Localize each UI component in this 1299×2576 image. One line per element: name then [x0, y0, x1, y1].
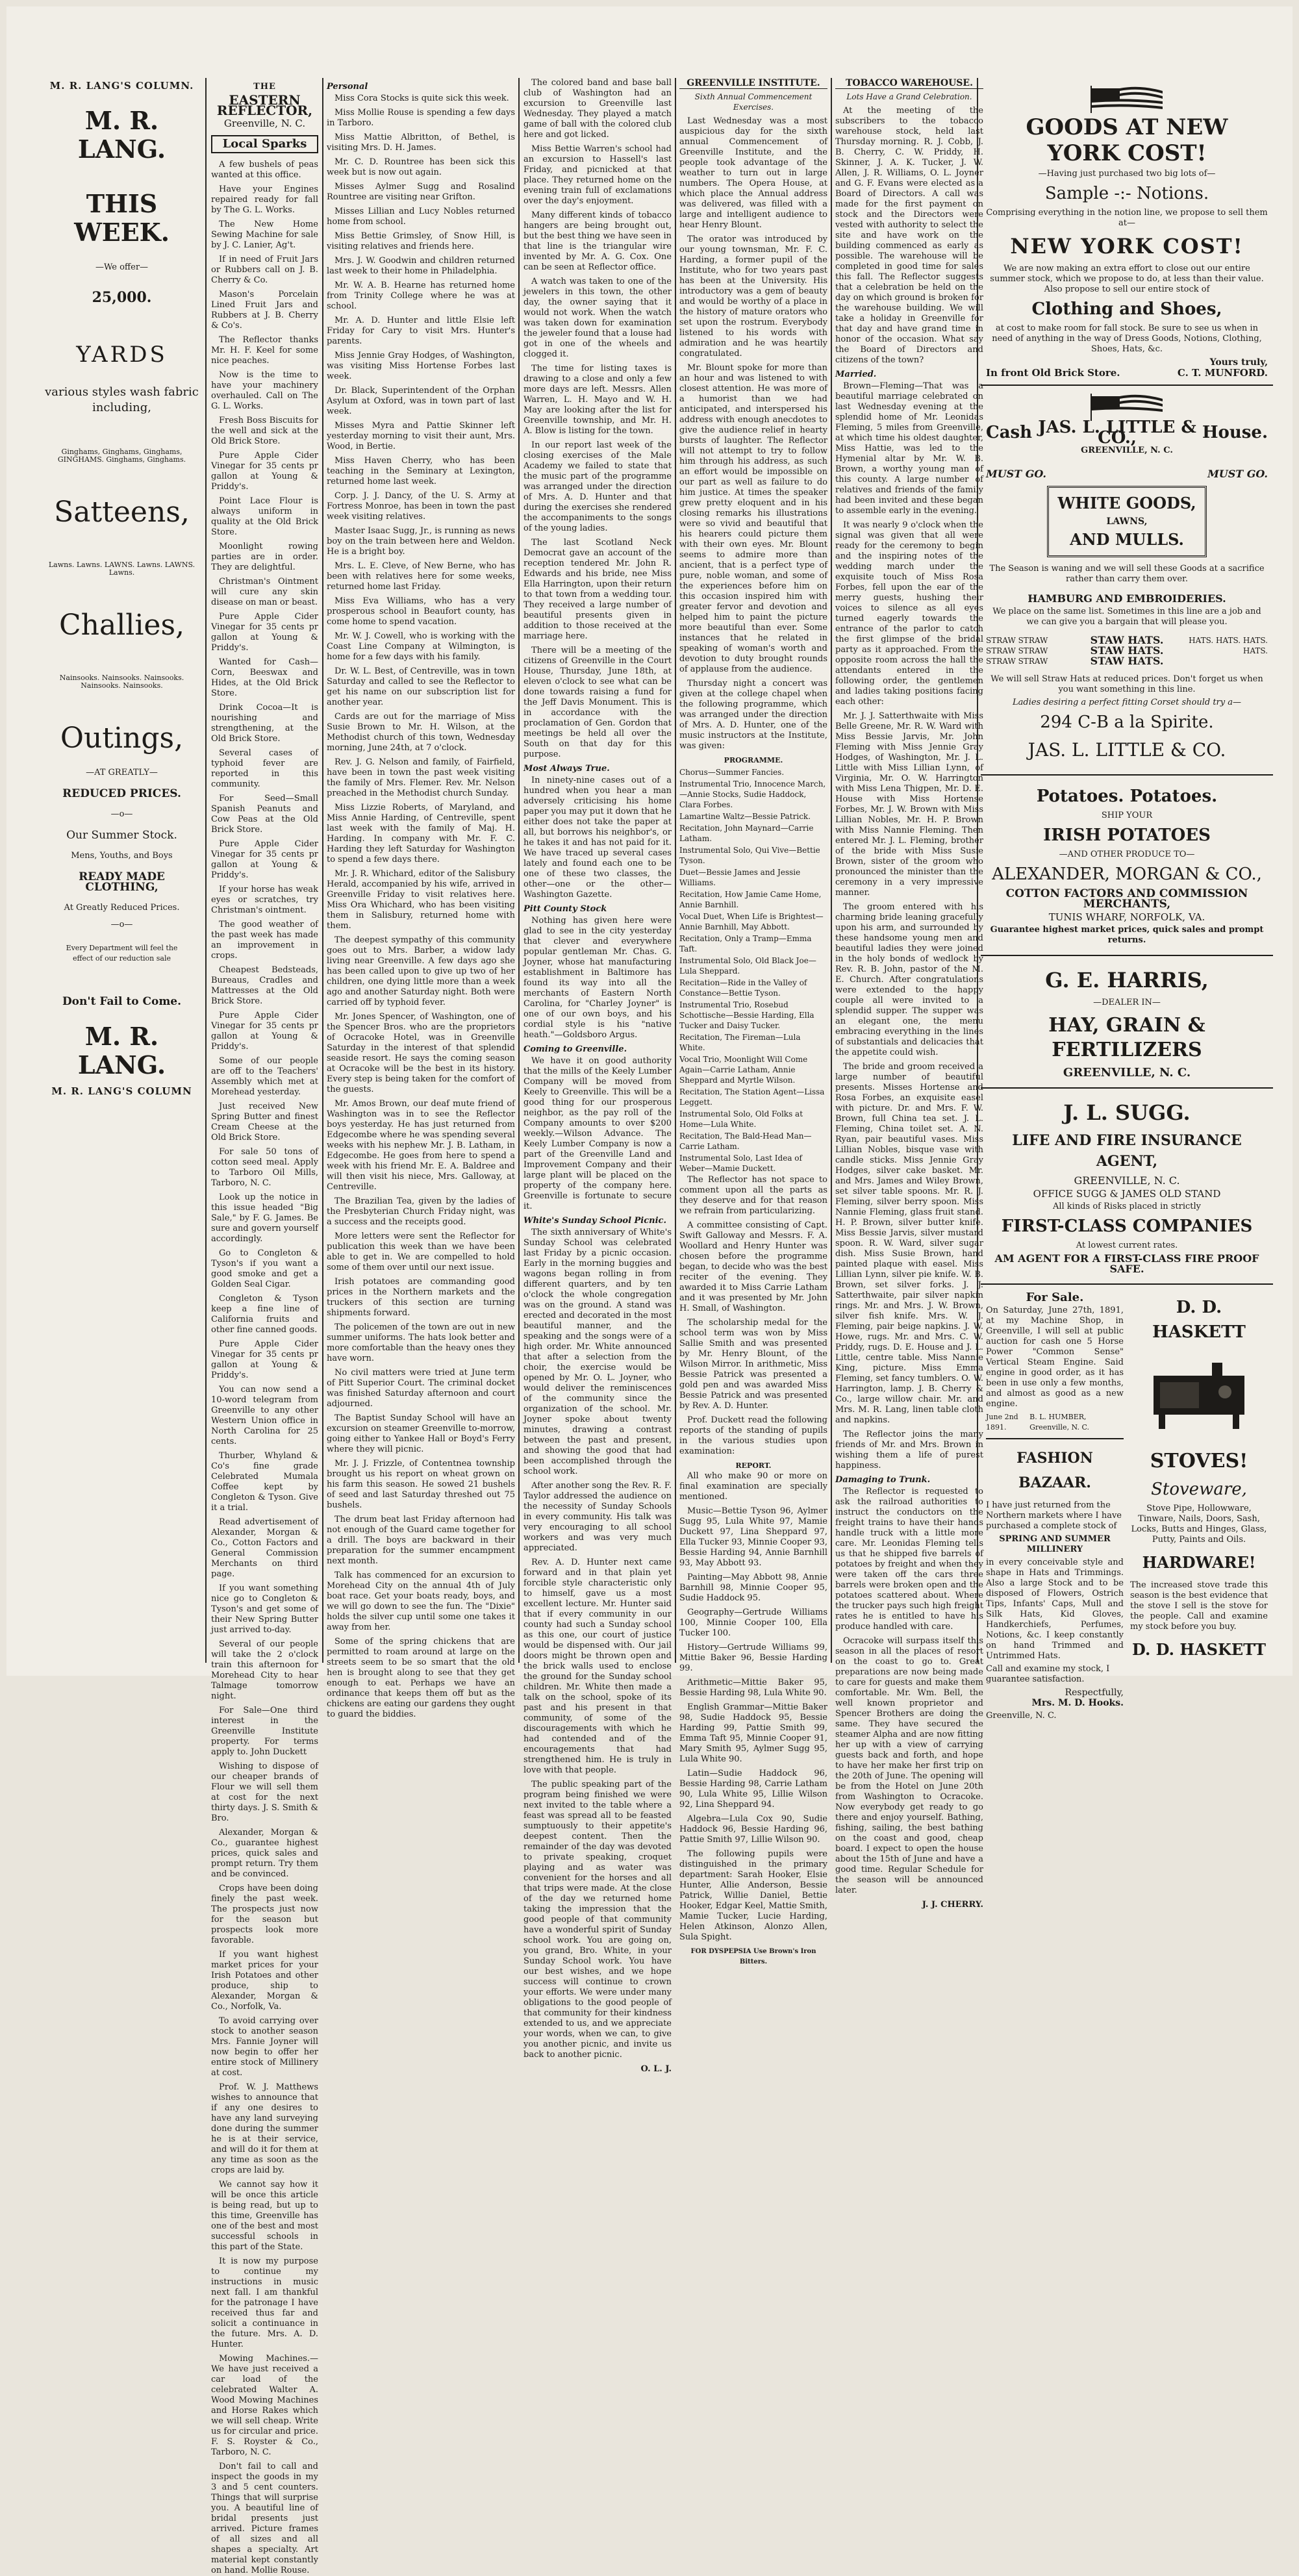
comprising-text: Comprising everything in the notion line, we propose to sell them at—: [986, 208, 1268, 228]
local-item: You can now send a 10-word telegram from Greenville to any other Western Union office in North Carolina for 25 cents.: [211, 1385, 318, 1446]
local-sparks-heading: Local Sparks: [211, 135, 318, 153]
straw-list: STRAW STRAW STRAW STRAW STRAW STRAW: [986, 636, 1048, 666]
satteens-heading: Satteens,: [54, 496, 190, 529]
personal-item: The drum beat last Friday afternoon had not enough of the Guard came together for a drill. The boys are backward in their preparation for the summer encampment next month.: [327, 1515, 515, 1566]
divider-o: —o—: [110, 920, 133, 929]
wedding-text: Brown—Fleming—That was a beautiful marriage celebrated on last Wednesday evening at the splendid home of Mr. Leonidas Fleming, 5 miles from Greenville, at which time his oldest daughter, Miss Hattie, was led to the Hymenial altar by Mr. W. B. Brown, a worthy young man of this county. A large number of relatives and friends of the family had been invited and these began to assemble early in the evening.: [835, 381, 983, 516]
white-goods: WHITE GOODS,: [1057, 494, 1196, 512]
paper-title: EASTERN REFLECTOR,: [216, 92, 313, 118]
spring-millinery: SPRING AND SUMMER MILLINERY: [999, 1534, 1111, 1554]
report-text: All who make 90 or more on final examination are specially mentioned.: [679, 1471, 827, 1502]
personal-item: No civil matters were tried at June term of Pitt Superior Court. The criminal docket was finished Saturday afternoon and court adjourned.: [327, 1368, 515, 1409]
personal-item: Miss Haven Cherry, who has been teaching in the Seminary at Lexington, returned home last week.: [327, 456, 515, 486]
lang-column-header: M. R. LANG'S COLUMN.: [49, 80, 194, 92]
local-item: Wishing to dispose of our cheaper brands of Flour we will sell them at cost for the next thirty days. J. S. Smith & Bro.: [211, 1762, 318, 1823]
report-text: Music—Bettie Tyson 96, Aylmer Sugg 95, Lula White 97, Mamie Duckett 97, Lina Sheppard 97, Ella Tucker 93, Minnie Cooper 93, Bessie Harding 94, Annie Barnhill 93, May Abbott 93.: [679, 1506, 827, 1568]
local-sparks-items: [211, 160, 318, 2576]
yours-truly: Yours truly,: [1209, 357, 1268, 368]
pitt-county-heading: Pitt County Stock: [523, 904, 607, 914]
paper-place: Greenville, N. C.: [223, 118, 306, 129]
local-item: Look up the notice in this issue headed "Big Sale," by F. G. James. Be sure and govern yourself accordingly.: [211, 1193, 318, 1244]
programme-item: Instrumental Solo, Qui Vive—Bettie Tyson.: [679, 846, 820, 865]
report-text: History—Gertrude Williams 99, Mittie Baker 96, Bessie Harding 99.: [679, 1643, 827, 1673]
local-item: The Reflector thanks Mr. H. F. Keel for some nice peaches.: [211, 335, 318, 366]
for-sale-heading: For Sale.: [1026, 1291, 1084, 1304]
yardage-number: 25,000.: [92, 289, 152, 306]
local-item: Pure Apple Cider Vinegar for 35 cents pr gallon at Young & Priddy's.: [211, 612, 318, 653]
local-item: Moonlight rowing parties are in order. They are delightful.: [211, 542, 318, 572]
house-word: House.: [1202, 423, 1268, 442]
programme-item: Instrumental Solo, Last Idea of Weber—Mamie Duckett.: [679, 1154, 802, 1173]
must-go-left: MUST GO.: [986, 468, 1046, 480]
munford-ad: [981, 78, 1273, 386]
news-item: Miss Bettie Warren's school had an excursion to Hassell's last Friday, and picnicked at that place. They returned home on the evening train full of exclamations over the day's enjoyment.: [523, 144, 672, 206]
ads-column: [981, 78, 1273, 1721]
local-item: To avoid carrying over stock to another season Mrs. Fannie Joyner will now begin to offer her entire stock of Millinery at cost.: [211, 2016, 318, 2078]
hooks-place: Greenville, N. C.: [986, 1711, 1057, 1721]
personal-item: Miss Eva Williams, who has a very prosperous school in Beaufort county, has come home to spend vacation.: [327, 596, 515, 627]
personal-item: Master Isaac Sugg, Jr., is running as news boy on the train between here and Weldon. He is a bright boy.: [327, 526, 515, 557]
local-item: Wanted for Cash—Corn, Beeswax and Hides, at the Old Brick Store.: [211, 657, 318, 698]
clothing-and-shoes: Clothing and Shoes,: [1031, 299, 1222, 319]
local-item: Congleton & Tyson keep a fine line of California fruits and other fine canned goods.: [211, 1294, 318, 1335]
lang-column-footer: M. R. LANG'S COLUMN: [51, 1085, 192, 1097]
alexander-ad: [981, 776, 1273, 956]
personal-item: More letters were sent the Reflector for publication this week than we have been able to get in. We are compelled to hold some of them over until our next issue.: [327, 1231, 515, 1272]
goods-subline: —Having just purchased two big lots of—: [1038, 169, 1216, 179]
local-item: If you want something nice go to Congleton & Tyson's and get some of their New Spring Butter just arrived to-day.: [211, 1584, 318, 1635]
personal-item: The Brazilian Tea, given by the ladies of the Presbyterian Church Friday night, was a success and the receipts good.: [327, 1196, 515, 1227]
every-department: Every Department will feel the effect of our reduction sale: [66, 944, 178, 963]
report-text: The following pupils were distinguished in the primary department: Sarah Hooker, Elsie Hunter, Allie Anderson, Bessie Patrick, Willie Daniel, Bettie Hooker, Edgar Keel, Mattie Smith, Mamie Tucker, Lucie Harding, Helen Atkinson, Alonzo Allen, Sula Spight.: [679, 1849, 827, 1942]
local-item: Thurber, Whyland & Co's fine grade Celebrated Mumala Coffee kept by Congleton & Tyson. Give it a trial.: [211, 1451, 318, 1513]
local-item: If you want highest market prices for your Irish Potatoes and other produce, ship to Alexander, Morgan & Co., Norfolk, Va.: [211, 1950, 318, 2012]
sample-notions: Sample -:- Notions.: [1044, 184, 1209, 203]
most-always-true-text: In ninety-nine cases out of a hundred when you hear a man adversely criticising his home paper you may put it down that he either does not take the paper at all, but borrows his neighbor's, or he takes it and has not paid for it. We have traced up several cases lately and found each one to be one of these two classes, the other—one or the other—Washington Gazette.: [523, 776, 672, 900]
programme-item: Recitation, John Maynard—Carrie Latham.: [679, 824, 814, 843]
institute-column: [679, 78, 827, 1965]
report-text: Latin—Sudie Haddock 96, Bessie Harding 98, Carrie Latham 90, Lula White 95, Lillie Wilson 92, Lina Sheppard 94.: [679, 1769, 827, 1810]
local-item: Fresh Boss Biscuits for the well and sick at the Old Brick Store.: [211, 416, 318, 446]
local-item: Several of our people will take the 2 o'clock train this afternoon for Morehead City to hear Talmage tomorrow night.: [211, 1639, 318, 1701]
personal-item: Miss Cora Stocks is quite sick this week.: [334, 94, 509, 103]
institute-text: Mr. Blount spoke for more than an hour and was listened to with closest attention. He was more of a humorist than we had anticipated, and interspersed his address with enough anecdotes to give the audience relief in hearty bursts of laughter. The Reflector will not attempt to try to follow him through his address, as such an effort would be impossible on our part as well as failure to do him justice. At times the speaker grew pretty eloquent and in his closing remarks his illustrations were so vivid and beautiful that his hearers could picture them with their own eyes. Mr. Blount seems to admire more than ancient, that is a perfect type of pure, noble woman, and some of the experiences before him on this occasion inspired him with greater fervor and devotion and helped him to paint the picture more beautiful than ever. Some instances that he related in speaking of woman's worth and devotion to duty brought rounds of applause from the audience.: [679, 363, 827, 674]
wedding-text: The Reflector joins the many friends of Mr. and Mrs. Brown in wishing them a life of purest happiness.: [835, 1430, 983, 1471]
signature: J. J. CHERRY.: [922, 1900, 983, 1910]
local-item: Go to Congleton & Tyson's if you want a good smoke and get a Golden Seal Cigar.: [211, 1248, 318, 1289]
life-fire-agent: LIFE AND FIRE INSURANCE AGENT,: [1012, 1132, 1242, 1170]
personal-item: Talk has commenced for an excursion to Morehead City on the annual 4th of July boat race. Get your boats ready, boys, and we will go down to see the fun. The "Dixie" holds the silver cup until some one takes it away from her.: [327, 1571, 515, 1632]
programme-item: Vocal Trio, Moonlight Will Come Again—Carrie Latham, Annie Sheppard and Myrtle Wilson.: [679, 1055, 808, 1085]
personal-item: Miss Bettie Grimsley, of Snow Hill, is visiting relatives and friends here.: [327, 231, 515, 251]
news-item: The last Scotland Neck Democrat gave an account of the reception tendered Mr. John R. Edwards and his bride, nee Miss Ella Harrington, upon their return to that town from a wedding tour. They received a large number of beautiful presents given in addition to those received at the marriage here.: [523, 538, 672, 641]
news-items: [523, 78, 672, 760]
hay-grain: HAY, GRAIN & FERTILIZERS: [1048, 1014, 1205, 1061]
left-ads: [986, 1290, 1124, 1724]
dont-fail: Don't Fail to Come.: [62, 995, 182, 1008]
extra-effort-text: We are now making an extra effort to close out our entire summer stock, which we propose to do, at less than their value. Also propose to sell our entire stock of: [990, 264, 1264, 294]
warehouse-heading: TOBACCO WAREHOUSE.: [835, 78, 983, 89]
programme-item: Instrumental Solo, Old Folks at Home—Lula White.: [679, 1109, 803, 1129]
lawns-box: LAWNS,: [1106, 516, 1148, 527]
harris-name: G. E. HARRIS,: [1045, 968, 1209, 992]
personal-item: Cards are out for the marriage of Miss Susie Brown to Mr. H. Wilson, at the Methodist church of this town, Wednesday morning, June 24th, at 7 o'clock.: [327, 712, 515, 753]
personal-heading: Personal: [327, 82, 368, 92]
ladies-corset: Ladies desiring a perfect fitting Corset should try a—: [1013, 698, 1241, 707]
ready-made-clothing: READY MADE CLOTHING,: [79, 870, 165, 894]
local-item: Mason's Porcelain Lined Fruit Jars and Rubbers at J. B. Cherry & Co's.: [211, 290, 318, 331]
season-waning: The Season is waning and we will sell these Goods at a sacrifice rather than carry them over.: [989, 564, 1265, 584]
fashion-text: I have just returned from the Northern markets where I have purchased a complete stock of: [986, 1500, 1122, 1531]
coming-to-greenville-text: We have it on good authority that the mills of the Keely Lumber Company will be moved from Keely to Greenville. This will be a good thing for our prosperous neighbor, as the pay roll of the Company amounts to over $200 weekly.—Wilson Advance. The Keely Lumber Company is now a part of the Greenville Land and Improvement Company and their large plant will be placed on the property of the company here. Greenville is fortunate to secure it.: [523, 1056, 672, 1211]
news-item: The time for listing taxes is drawing to a close and only a few more days are left. Messrs. Allen Warren, L. H. Mayo and W. H. May are looking after the list for Greenville township, and Mr. H. A. Blow is listing for the town.: [523, 364, 672, 436]
for-sale-text: On Saturday, June 27th, 1891, at my Machine Shop, in Greenville, I will sell at public auction for cash one 5 Horse Power "Common Sense" Vertical Steam Engine. Said engine in good order, as it has been in use only a few months, and almost as good as a new engine.: [986, 1306, 1124, 1409]
rates-text: At lowest current rates.: [1076, 1241, 1178, 1250]
signature: O. L. J.: [640, 2064, 672, 2074]
warehouse-text: At the meeting of the subscribers to the tobacco warehouse stock, held last Thursday morning. R. J. Cobb, J. B. Cherry, C. W. Priddy, H. Skinner, J. A. K. Tucker, J. W. Allen, J. R. Williams, O. L. Joyner and G. F. Evans were elected as a Board of Directors. A call was made for the first payment on stock and the Directors were vested with authority to select the site and have work on the building commenced as early as possible. The warehouse will be completed in good time for sales this fall. The Reflector suggests that a celebration be held on the day on which ground is broken for the warehouse building. We will take a holiday in Greenville for that day and have grand time in honor of the occasion. What say the Board of Directors and citizens of the town?: [835, 106, 983, 365]
local-item: Pure Apple Cider Vinegar for 35 cents pr gallon at Young & Priddy's.: [211, 1339, 318, 1380]
local-item: Don't fail to call and inspect the goods in my 3 and 5 cent counters. Things that will surprise you. A beautiful line of bridal presents just arrived. Picture frames of all sizes and all shapes a specialty. Art material kept constantly on hand. Mollie Rouse.: [211, 2462, 318, 2575]
yards-heading: YARDS: [76, 342, 168, 368]
local-item: If in need of Fruit Jars or Rubbers call on J. B. Cherry & Co.: [211, 255, 318, 285]
local-item: It is now my purpose to continue my instructions in music next fall. I am thankful for the patronage I have received thus far and solicit a continuance in the future. Mrs. A. D. Hunter.: [211, 2256, 318, 2349]
goods-headline: GOODS AT NEW YORK COST!: [1026, 114, 1228, 166]
local-item: We cannot say how it will be once this article is being read, but up to this time, Greenville has one of the best and most successful schools in this part of the State.: [211, 2180, 318, 2252]
report-text: Painting—May Abbott 98, Annie Barnhill 98, Minnie Cooper 95, Sudie Haddock 95.: [679, 1572, 827, 1603]
column-rule: [518, 78, 520, 1663]
munford-name: C. T. MUNFORD.: [1177, 367, 1268, 379]
call-examine: Call and examine my stock, I guarantee satisfaction.: [986, 1664, 1110, 1684]
personal-item: Miss Lizzie Roberts, of Maryland, and Miss Annie Harding, of Centreville, spent last week with the family of Maj. H. Harding. In company with Mr. F. C. Harding they left Saturday for Washington to spend a few days there.: [327, 803, 515, 865]
summer-stock: Our Summer Stock.: [66, 829, 177, 842]
personal-item: Misses Lillian and Lucy Nobles returned home from school.: [327, 207, 515, 227]
personal-item: Mr. W. J. Cowell, who is working with the Coast Line Company at Wilmington, is home for a few days with his family.: [327, 631, 515, 662]
institute-text: Thursday night a concert was given at the college chapel when the following programme, which was arranged under the direction of Mrs. A. D. Hunter, one of the music instructors at the Institute, was given:: [679, 679, 827, 751]
personal-item: Corp. J. J. Dancy, of the U. S. Army at Fortress Monroe, has been in town the past week visiting relatives.: [327, 491, 515, 522]
programme-heading: PROGRAMME.: [724, 756, 783, 764]
column-rule: [205, 78, 207, 1663]
institute-heading: GREENVILLE INSTITUTE.: [679, 78, 827, 89]
local-item: Mowing Machines.—We have just received a car load of the celebrated Walter A. Wood Mowing Machines and Horse Rakes which we will sell cheap. Write us for circular and price. F. S. Royster & Co., Tarboro, N. C.: [211, 2354, 318, 2457]
institute-text: The scholarship medal for the school term was won by Miss Sallie Smith and was presented by Mr. Henry Blount, of the Wilson Mirror. In arithmetic, Miss Bessie Patrick was presented a gold pen and was awarded Miss Bessie Patrick and was presented by Rev. A. D. Hunter.: [679, 1318, 827, 1411]
column-rule: [322, 78, 323, 1663]
local-item: Christman's Ointment will cure any skin disease on man or beast.: [211, 577, 318, 607]
personal-item: Mr. Amos Brown, our deaf mute friend of Washington was in to see the Reflector boys yesterday. He has just returned from Edgecombe where he was spending several weeks with his nephew Mr. J. B. Latham, in Edgecombe. He goes from here to spend a week with his friend Mr. E. A. Baldree and will then visit his niece, Mrs. Galloway, at Centreville.: [327, 1099, 515, 1192]
personal-item: Dr. W. L. Best, of Centreville, was in town Saturday and called to see the Reflector to get his name on our subscription list for another year.: [327, 666, 515, 707]
and-mulls: AND MULLS.: [1070, 530, 1184, 549]
whites-picnic-text: The public speaking part of the program being finished we were next invited to the table where a feast was spread all to be feasted sumptuously to their appetite's deepest content. Then the remainder of the day was devoted to private speaking, croquet playing and as water was convenient for the horses and all that trips were made. At the close of the day we returned home taking the impression that the good people of that community have a wonderful spirit of Sunday school work. You are going on, you grand, Bro. White, in your Sunday School work. You have our best wishes, and we hope success will continue to crown your efforts. We were under many obligations to the good people of that community for their kindness extended to us, and we appreciate your words, when we can, to give you another picnic, and invite us back to another picnic.: [523, 1780, 672, 2060]
married-heading: Married.: [835, 370, 877, 379]
personal-item: Mrs. L. E. Cleve, of New Berne, who has been with relatives here for some weeks, returned home last Friday.: [327, 561, 515, 592]
sugg-office: OFFICE SUGG & JAMES OLD STAND: [1033, 1188, 1221, 1200]
local-item: The good weather of the past week has made an improvement in crops.: [211, 920, 318, 961]
sugg-place: GREENVILLE, N. C.: [1074, 1174, 1180, 1187]
local-item: Just received New Spring Butter and finest Cream Cheese at the Old Brick Store.: [211, 1102, 318, 1143]
little-ad: [981, 386, 1273, 776]
personal-item: Mr. A. D. Hunter and little Elsie left Friday for Cary to visit Mrs. Hunter's parents.: [327, 316, 515, 346]
personal-item: The Baptist Sunday School will have an excursion on steamer Greenville to-morrow, going either to Yankee Hall or Boyd's Ferry where they will picnic.: [327, 1413, 515, 1454]
personal-item: Miss Mollie Rouse is spending a few days in Tarboro.: [327, 108, 515, 128]
dealer-in: —DEALER IN—: [1093, 998, 1161, 1007]
hooks-name: Mrs. M. D. Hooks.: [1031, 1698, 1124, 1708]
staw-hats: STAW HATS. STAW HATS. STAW HATS.: [1090, 634, 1164, 667]
local-item: The New Home Sewing Machine for sale by J. C. Lanier, Ag't.: [211, 220, 318, 250]
programme-item: Instrumental Solo, Old Black Joe—Lula Sheppard.: [679, 956, 816, 976]
reduced-prices: REDUCED PRICES.: [62, 787, 181, 800]
personal-item: Mr. J. J. Frizzle, of Contentnea township brought us his report on wheat grown on his farm this season. He sowed 21 bushels of seed and last Saturday threshed out 75 bushels.: [327, 1459, 515, 1510]
news-item: Many different kinds of tobacco hangers are being brought out, but the best thing we have seen in that line is the triangular wire invented by Mr. A. G. Cox. One can be seen at Reflector office.: [523, 210, 672, 272]
dyspepsia-ad: FOR DYSPEPSIA Use Brown's Iron Bitters.: [690, 1948, 816, 1965]
news-column: [523, 78, 672, 2074]
ship-your: SHIP YOUR: [1101, 811, 1153, 820]
divider-o: —o—: [110, 809, 133, 819]
programme-item: Recitation—Ride in the Valley of Constance—Bettie Tyson.: [679, 978, 807, 998]
wedding-text: Mr. J. J. Satterthwaite with Miss Belle Greene, Mr. R. W. Ward with Miss Bessie Jarvis, Mr. John Fleming with Miss Jennie Gray Hodges, of Washington, Mr. J. L. Little with Miss Lillian Lynn, of Virginia, Mr. O. W. Harrington with Miss Lena Thigpen, Mr. D. E. House with Miss Hortense Forbes, Mr. J. W. Brown with Miss Lillian Nobles, Mr. H. P. Brown with Miss Nannie Fleming. Then entered Mr. J. L. Fleming, brother of the bride with Miss Susie Brown, sister of the groom who pronounced the minister than the ceremony in a very impressive manner.: [835, 711, 983, 898]
report-text: Geography—Gertrude Williams 100, Minnie Cooper 100, Ella Tucker 100.: [679, 1608, 827, 1638]
hats-list: HATS. HATS. HATS. HATS.: [1189, 636, 1268, 655]
whites-picnic-text: Rev. A. D. Hunter next came forward and in that plain yet forcible style characteristic only to himself, gave us a most excellent lecture. Mr. Hunter said that if every community in our county had such a Sunday school as this one, our court of justice would be dispensed with. Our jail doors might be thrown open and the brick walls used to enclose the ground for the Sunday school children. Mr. White then made a talk on the school, spoke of its past and his present in that community, of some of the discouragements with which he had contended and of the encouragements that had strengthened him. He is truly in love with that people.: [523, 1558, 672, 1775]
respectfully: Respectfully,: [1065, 1687, 1124, 1698]
personal-item: The deepest sympathy of this community goes out to Mrs. Barber, a widow lady living near Greenville. A few days ago she has been called upon to give up two of her children, one dying little more than a week ago and another Saturday night. Both were carried off by typhoid fever.: [327, 935, 515, 1007]
report-text: Algebra—Lula Cox 90, Sudie Haddock 96, Bessie Harding 96, Pattie Smith 97, Lillie Wilson 90.: [679, 1814, 827, 1845]
sugg-ad: [981, 1089, 1273, 1285]
personal-item: Miss Jennie Gray Hodges, of Washington, was visiting Miss Hortense Forbes last week.: [327, 351, 515, 381]
local-item: If your horse has weak eyes or scratches, try Christman's ointment.: [211, 885, 318, 915]
stove-list: Stove Pipe, Hollowware, Tinware, Nails, Doors, Sash, Locks, Butts and Hinges, Glass, Putty, Paints and Oils.: [1131, 1504, 1267, 1545]
little-name: JAS. L. LITTLE & CO.,: [1038, 418, 1196, 448]
institute-text: The orator was introduced by our young townsman, Mr. F. C. Harding, a former pupil of the Institute, who for two years past has been at the University. His introductory was a gem of beauty and would be worthy of a place in the history of mature orators who set upon the rostrum. Everybody listened to his words with admiration and he was heartily congratulated.: [679, 234, 827, 359]
lang-footer-title: M. R. LANG.: [77, 1022, 166, 1080]
programme-item: Recitation, The Station Agent—Lissa Leggett.: [679, 1087, 825, 1107]
programme-list: [679, 767, 827, 1174]
white-goods-box: [1047, 486, 1207, 557]
local-item: A few bushels of peas wanted at this office.: [211, 160, 318, 180]
newspaper-page: [6, 6, 1293, 2575]
other-produce: —AND OTHER PRODUCE TO—: [1059, 850, 1195, 859]
programme-item: Recitation, The Fireman—Lula White.: [679, 1033, 801, 1052]
personal-item: The policemen of the town are out in new summer uniforms. The hats look better and more comfortable than the heavy ones they have worn.: [327, 1322, 515, 1363]
lang-title: M. R. LANG.: [77, 106, 166, 164]
local-item: Pure Apple Cider Vinegar for 35 cents pr gallon at Young & Priddy's.: [211, 451, 318, 492]
warehouse-column: [835, 78, 983, 1910]
stove-icon: [1141, 1356, 1257, 1434]
personal-item: Mr. W. A. B. Hearne has returned home from Trinity College where he was at school.: [327, 281, 515, 311]
sugg-name: J. L. SUGG.: [1063, 1100, 1191, 1125]
local-item: For sale 50 tons of cotton seed meal. Apply to Tarboro Oil Mills, Tarboro, N. C.: [211, 1147, 318, 1188]
local-item: Several cases of typhoid fever are reported in this community.: [211, 748, 318, 789]
at-reduced: At Greatly Reduced Prices.: [64, 903, 180, 913]
personal-item: Mrs. J. W. Goodwin and children returned last week to their home in Philadelphia.: [327, 256, 515, 276]
bottom-ads: [981, 1285, 1273, 1729]
programme-item: Recitation, How Jamie Came Home, Annie Barnhill.: [679, 890, 822, 909]
we-offer: —We offer—: [95, 262, 149, 272]
fashion-bazaar: FASHION BAZAAR.: [986, 1438, 1124, 1495]
local-item: Some of our people are off to the Teachers' Assembly which met at Morehead yesterday.: [211, 1056, 318, 1097]
little-place: GREENVILLE, N. C.: [1081, 446, 1173, 455]
hardware-text: The increased stove trade this season is the best evidence that the stove I sell is the stove for the people. Call and examine my stock before you buy.: [1130, 1580, 1268, 1632]
at-cost-text: at cost to make room for fall stock. Be sure to see us when in need of anything in the way of Dress Goods, Notions, Clothing, Shoes, Hats, &c.: [992, 323, 1262, 354]
local-item: For Sale—One third interest in the Greenville Institute property. For terms apply to. John Duckett: [211, 1706, 318, 1757]
local-item: Cheapest Bedsteads, Bureaus, Cradles and Mattresses at the Old Brick Store.: [211, 965, 318, 1006]
fashion-text-2: in every conceivable style and shape in Hats and Trimmings. Also a large Stock and to be disposed of Flowers, Ostrich Tips, Infants' Caps, Mull and Silk Hats, Kid Gloves, Handkerchiefs, Perfumes, Notions, &c. I keep constantly on hand Trimmed and Untrimmed Hats.: [986, 1558, 1124, 1661]
column-rule: [831, 78, 832, 1663]
old-brick-store: In front Old Brick Store.: [986, 367, 1120, 379]
personal-item: Mr. C. D. Rountree has been sick this week but is now out again.: [327, 157, 515, 177]
cotton-factors: COTTON FACTORS AND COMMISSION MERCHANTS,: [1005, 887, 1248, 911]
lawns-list: Lawns. Lawns. LAWNS. Lawns. LAWNS. Lawns.: [48, 561, 195, 577]
programme-item: Instrumental Trio, Innocence March, —Annie Stocks, Sudie Haddock, Clara Forbes.: [679, 779, 826, 809]
institute-text: The Reflector has not space to comment upon all the parts as they deserve and for that reason we refrain from particularizing.: [679, 1175, 827, 1216]
nainsooks-list: Nainsooks. Nainsooks. Nainsooks. Nainsooks. Nainsooks.: [59, 674, 184, 690]
harris-place: GREENVILLE, N. C.: [1063, 1066, 1191, 1080]
personal-item: Mr. Jones Spencer, of Washington, one of the Spencer Bros. who are the proprietors of Ocracoke Hotel, was in Greenville Saturday in the interest of that splendid seaside resort. He says the coming season at Ocracoke will be the best in its history. Every step is being taken for the comfort of the guests.: [327, 1012, 515, 1094]
pitt-county-text: Nothing has given here were glad to see in the city yesterday that clever and everywhere popular gentleman Mr. Chas. G. Joyner, whose hat manufacturing establishment in Baltimore has found its way into all the merchants of Eastern North Carolina, for "Charley Joyner" is one of our own boys, and his cordial style is his "native heath."—Goldsboro Argus.: [523, 916, 672, 1040]
must-go-right: MUST GO.: [1207, 468, 1268, 480]
programme-item: Recitation, The Bald-Head Man—Carrie Latham.: [679, 1131, 812, 1151]
sale-date: June 2nd 1891.: [986, 1413, 1018, 1432]
programme-item: Chorus—Summer Fancies.: [679, 768, 785, 777]
column-rule: [675, 78, 676, 1663]
damaging-text: The Reflector is requested to ask the railroad authorities to instruct the conductors on the freight trains to have their hands handle truck with a little more care. Mr. Leonidas Fleming tells us that he shipped five barrels of potatoes by freight and when they were taken off the cars three barrels were broken open and the potatoes scattered about. Where the trucker pays such high freight rates he is entitled to have his produce handled with care.: [835, 1487, 983, 1632]
personal-item: Dr. Black, Superintendent of the Orphan Asylum at Oxford, was in town part of last week.: [327, 386, 515, 416]
news-item: The colored band and base ball club of Washington had an excursion to Greenville last Wednesday. They played a match game of ball with the colored club here and got licked.: [523, 78, 672, 140]
potatoes-heading: Potatoes. Potatoes.: [1036, 787, 1218, 806]
personal-item: Mr. J. R. Whichard, editor of the Salisbury Herald, accompanied by his wife, arrived in Greenville Friday to visit relatives here. Miss Ora Whichard, who has been visiting them in Salisbury, returned home with them.: [327, 869, 515, 931]
report-text: English Grammar—Mittie Baker 98, Sudie Haddock 95, Bessie Harding 99, Pattie Smith 99, Emma Taft 95, Minnie Cooper 91, Mary Smith 95, Aylmer Sugg 95, Lula White 90.: [679, 1702, 827, 1764]
at-greatly: —AT GREATLY—: [86, 768, 158, 777]
local-item: Have your Engines repaired ready for fall by The G. L. Works.: [211, 184, 318, 215]
programme-item: Instrumental Trio, Rosebud Schottische—Bessie Harding, Ella Tucker and Daisy Tucker.: [679, 1000, 814, 1030]
coming-to-greenville-heading: Coming to Greenville.: [523, 1044, 627, 1054]
irish-potatoes: IRISH POTATOES: [1043, 826, 1211, 845]
whites-picnic-heading: White's Sunday School Picnic.: [523, 1216, 666, 1226]
news-item: There will be a meeting of the citizens of Greenville in the Court House, Thursday, June 18th, at eleven o'clock to see what can be done towards raising a fund for the Jeff Davis Monument. This is in accordance with the proclamation of Gen. Gordon that meetings be held all over the South on that day for this purpose.: [523, 646, 672, 759]
wedding-text: It was nearly 9 o'clock when the signal was given that all were ready for the ceremony to begin and the inspiring notes of the wedding march under the exquisite touch of Miss Rosa Forbes, fell upon the ear of the merry guests, hushing their voices to silence as all eyes turned eagerly towards the entrance of the parlor to catch the first glimpse of the bridal party as it approached. From the opposite room across the hall the attendants entered in the following order, the gentlemen and ladies taking positions facing each other:: [835, 520, 983, 707]
personal-item: Irish potatoes are commanding good prices in the Northern markets and the truckers of this section are turning shipments forward.: [327, 1277, 515, 1318]
safe-agent: AM AGENT FOR A FIRST-CLASS FIRE PROOF SAFE.: [994, 1252, 1259, 1275]
local-item: Prof. W. J. Matthews wishes to announce that if any one desires to have any land surveying done during the summer he is at their service, and will do it for them at any time as soon as the crops are laid by.: [211, 2082, 318, 2175]
tunis-wharf: TUNIS WHARF, NORFOLK, VA.: [1048, 911, 1205, 923]
ocracoke-text: Ocracoke will surpass itself this season in all the places of resort on the coast to go to. Great preparations are now being made to care for guests and make them comfortable. Mr. Wm. Bell, the well known proprietor and Spencer Brothers are doing the same. They have secured the steamer Alpha and are now fitting her up with a view of carrying guests back and forth, and hope to have her make her first trip on the 20th of June. The opening will be from the Hotel on June 20th from Washington to Ocracoke. Now everybody get ready to go there and enjoy yourself. Bathing, fishing, sailing, the best bathing on the coast and good, cheap board. I expect to open the house about the 15th of June and have a good time. Regular Schedule for the season will be announced later.: [835, 1636, 983, 1895]
paper-the: THE: [253, 82, 276, 92]
wedding-presents: The bride and groom received a large number of beautiful presents. Misses Hortense and Rosa Forbes, an exquisite easel with picture. Dr. and Mrs. F. W. Brown, full China tea set. J. L. Fleming, China toilet set. A. N. Ryan, pair beautiful vases. Miss Lillian Nobles, bisque vase with candle sticks. Miss Jennie Gray Hodges, silver cake basket. Mr. and Mrs. James and Wiley Brown, set silver table spoons. Mr. R. J. Fleming, silver berry spoon. Miss Nannie Fleming, glass fruit stand. H. P. Brown, silver butter knife. Miss Bessie Jarvis, silver mustard spoon. R. W. Ward, silver sugar dish. Miss Susie Brown, hand painted plaque with easel. Miss Lillian Lynn, silver pie knife. W. B. Brown, set silver forks. J. J. Satterthwaite, pair silver napkin rings. Mr. and Mrs. J. W. Brown, silver fish knife. Mrs. W. J. Fleming, pair beige napkins. J. W. Howe, rugs. Mr. and Mrs. C. W. Priddy, rugs. D. E. House and J. L. Little, centre table. Miss Nannie King, picture. Miss Emma Fleming, set fancy tumblers. O. W. Harrington, lamp. J. B. Cherry & Co., large willow chair. Mr. and Mrs. M. R. Lang, linen table cloth and napkins.: [835, 1062, 983, 1425]
personal-column: [327, 78, 515, 1719]
hamburg-text: We place on the same list. Sometimes in this line are a job and we can give you a bargain that will please you.: [992, 607, 1261, 627]
corset-name: 294 C-B a la Spirite.: [1040, 713, 1214, 732]
this-week: THIS WEEK.: [74, 189, 170, 247]
cash-word: Cash: [986, 423, 1033, 442]
local-item: Read advertisement of Alexander, Morgan & Co., Cotton Factors and General Commission Merchants on third page.: [211, 1517, 318, 1579]
local-item: Now is the time to have your machinery overhauled. Call on The G. L. Works.: [211, 370, 318, 411]
little-name-2: JAS. L. LITTLE & CO.: [1028, 739, 1226, 761]
haskett-name: D. D. HASKETT: [1152, 1298, 1246, 1342]
report-heading: REPORT.: [735, 1461, 772, 1470]
first-class: FIRST-CLASS COMPANIES: [1001, 1217, 1253, 1236]
alexander-name: ALEXANDER, MORGAN & CO.,: [992, 865, 1262, 884]
personal-item: Misses Myra and Pattie Skinner left yesterday morning to visit their aunt, Mrs. Wood, in Bertie.: [327, 421, 515, 451]
institute-text: A committee consisting of Capt. Swift Galloway and Messrs. F. A. Woollard and Henry Hunter was chosen before the programme began, to decide who was the best reciter of the evening. They awarded it to Miss Carrie Latham and it was presented by Mr. John H. Small, of Washington.: [679, 1220, 827, 1313]
new-york-cost: NEW YORK COST!: [1010, 234, 1244, 259]
warehouse-subheading: Lots Have a Grand Celebration.: [846, 92, 972, 101]
personal-item: Misses Aylmer Sugg and Rosalind Rountree are visiting near Grifton.: [327, 182, 515, 202]
straw-note: We will sell Straw Hats at reduced prices. Don't forget us when you want something in this line.: [990, 674, 1263, 694]
hardware-heading: HARDWARE!: [1142, 1553, 1256, 1572]
local-item: Point Lace Flour is always uniform in quality at the Old Brick Store.: [211, 496, 318, 537]
lang-column: [42, 78, 201, 1663]
mens-youths: Mens, Youths, and Boys: [71, 851, 173, 861]
whites-picnic-text: The sixth anniversary of White's Sunday School was celebrated last Friday by a picnic occasion. Early in the morning buggies and wagons began rolling in from different quarters, and by ten o'clock the whole congregation was on the ground. A stand was erected and decorated in the most beautiful manner, and the speaking and the songs were of a high order. Mr. White announced that after a selection from the choir, the exercise would be opened by Mr. O. L. Joyner, who would deliver the reminiscences of the community since the organization of the school. Mr. Joyner spoke about twenty minutes, drawing a contrast between the past and present, and showing the good that had been accomplished through the school work.: [523, 1228, 672, 1476]
report-text: Arithmetic—Mittie Baker 95, Bessie Harding 98, Lula White 90.: [679, 1678, 827, 1698]
challies-heading: Challies,: [58, 609, 185, 642]
flag-icon: [986, 84, 1268, 114]
programme-item: Lamartine Waltz—Bessie Patrick.: [679, 812, 811, 821]
wedding-text: The groom entered with his charming bride leaning gracefully upon his arm, and surrounded by these handsome young men and beautiful ladies they were joined in the holy bonds of wedlock by Rev. R. B. John, pastor of the M. E. Church. After congratulations were extended to the happy couple all were invited to a splendid supper. The supper was an elegant one, the menu embracing everything in the lines of substantials and delicacies that the appetite could wish.: [835, 902, 983, 1057]
local-item: Drink Cocoa—It is nourishing and strengthening, at the Old Brick Store.: [211, 703, 318, 744]
ginghams-list: Ginghams, Ginghams, Ginghams, GINGHAMS. Ginghams, Ginghams.: [57, 448, 186, 464]
stoveware: Stoveware,: [1151, 1480, 1247, 1499]
damaging-heading: Damaging to Trunk.: [835, 1475, 931, 1485]
local-item: Pure Apple Cider Vinegar for 35 cents pr gallon at Young & Priddy's.: [211, 1011, 318, 1052]
whites-picnic-text: After another song the Rev. R. F. Taylor addressed the audience on the necessity of Sunday Schools in every community. His talk was very encouraging to all school workers and was very much appreciated.: [523, 1481, 672, 1553]
right-ads: [1130, 1290, 1268, 1724]
risks-text: All kinds of Risks placed in strictly: [1052, 1202, 1202, 1211]
guarantee-text: Guarantee highest market prices, quick sales and prompt returns.: [990, 925, 1264, 945]
haskett-name-2: D. D. HASKETT: [1132, 1640, 1266, 1659]
local-item: Pure Apple Cider Vinegar for 35 cents pr gallon at Young & Priddy's.: [211, 839, 318, 880]
institute-text: Prof. Duckett read the following reports of the standing of pupils in the various studies upon examination:: [679, 1415, 827, 1456]
wash-fabric-text: various styles wash fabric including,: [45, 385, 199, 414]
programme-item: Recitation, Only a Tramp—Emma Taft.: [679, 934, 812, 953]
personal-items: [327, 94, 515, 1720]
harris-ad: [981, 956, 1273, 1089]
most-always-true-heading: Most Always True.: [523, 764, 610, 774]
news-item: A watch was taken to one of the jewelers in this town, the other day, the owner saying that it would not work. When the watch was taken down for examination the jeweler found that a louse had got in one of the wheels and clogged it.: [523, 277, 672, 359]
programme-item: Duet—Bessie James and Jessie Williams.: [679, 868, 801, 887]
institute-subheading: Sixth Annual Commencement Exercises.: [694, 92, 813, 112]
hamburg-heading: HAMBURG AND EMBROIDERIES.: [1028, 592, 1226, 605]
local-item: Alexander, Morgan & Co., guarantee highest prices, quick sales and prompt return. Try them and be convinced.: [211, 1828, 318, 1879]
local-item: For Seed—Small Spanish Peanuts and Cow Peas at the Old Brick Store.: [211, 794, 318, 835]
institute-text: Last Wednesday was a most auspicious day for the sixth annual Commencement of Greenville Institute, and the people took advantage of the weather to turn out in large numbers. The Opera House, at which place the Annual address was delivered, was filled with a large and intelligent audience to hear Henry Blount.: [679, 116, 827, 230]
local-item: Crops have been doing finely the past week. The prospects just now for the season but prospects look more favorable.: [211, 1884, 318, 1945]
personal-item: Miss Mattie Albritton, of Bethel, is visiting Mrs. D. H. James.: [327, 133, 515, 153]
outings-heading: Outings,: [60, 722, 184, 755]
sale-name: B. L. HUMBER, Greenville, N. C.: [1029, 1413, 1089, 1432]
news-item: In our report last week of the closing exercises of the Male Academy we failed to state that the music part of the programme was arranged under the direction of Mrs. A. D. Hunter and that during the exercises she rendered the accompaniments to the songs of the young ladies.: [523, 440, 672, 533]
personal-item: Some of the spring chickens that are permitted to roam around at large on the streets seem to be so smart that the old hen is brought along to see that they get enough to eat. Perhaps we have an ordinance that keeps them off but as the chickens are eating our gardens they ought to guard the biddies.: [327, 1637, 515, 1719]
local-sparks-column: [211, 78, 318, 2575]
programme-item: Vocal Duet, When Life is Brightest—Annie Barnhill, May Abbott.: [679, 912, 824, 931]
personal-item: Rev. J. G. Nelson and family, of Fairfield, have been in town the past week visiting the family of Mrs. Flemer. Rev. Mr. Nelson preached in the Methodist church Sunday.: [327, 757, 515, 798]
stoves-heading: STOVES!: [1150, 1450, 1248, 1472]
